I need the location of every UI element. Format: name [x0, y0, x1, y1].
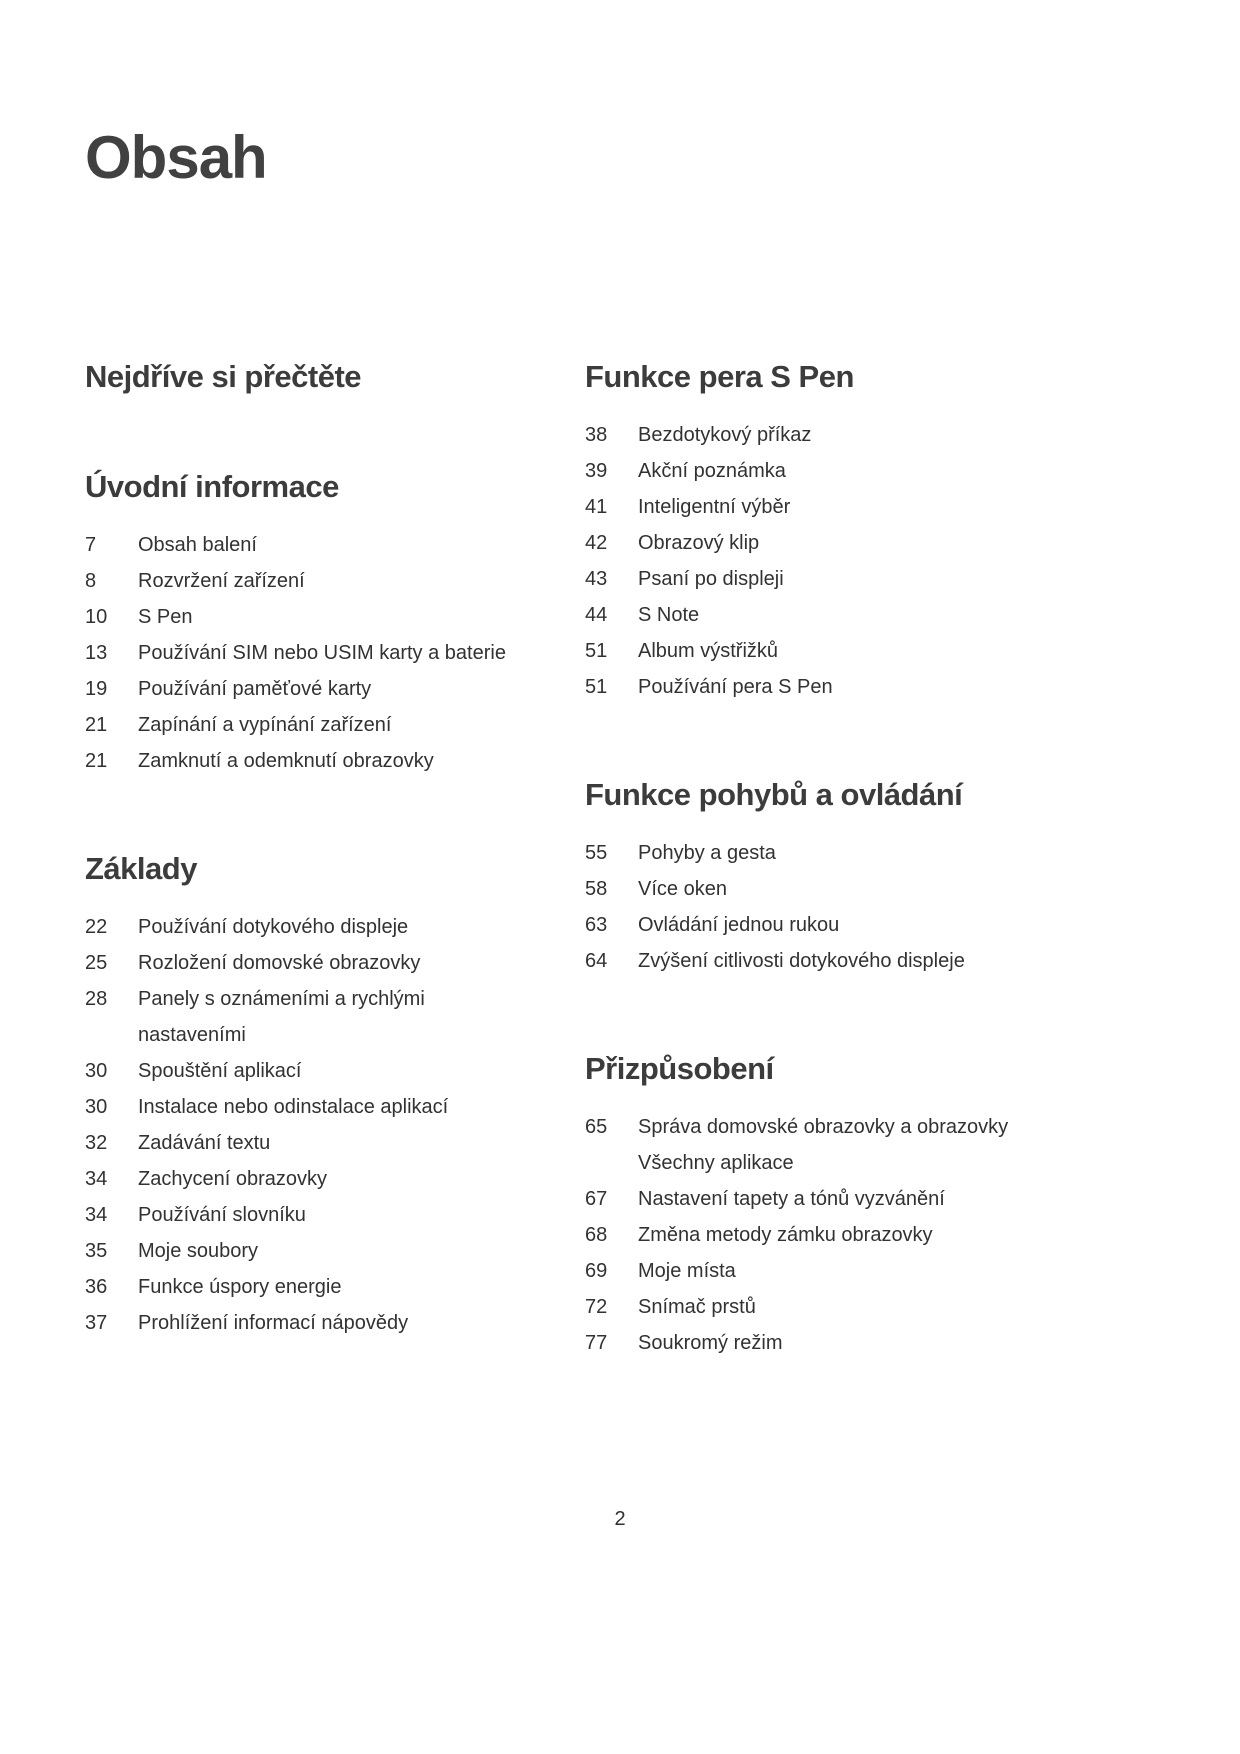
toc-entry — [585, 871, 1045, 907]
entry-label: Prohlížení informací nápovědy — [138, 1312, 409, 1334]
entry-page-number: 67 — [585, 1188, 608, 1210]
entry-page-number: 19 — [85, 678, 108, 700]
toc-entry — [585, 1325, 1045, 1361]
entry-page-number: 13 — [85, 642, 108, 664]
entry-label: Používání dotykového displeje — [138, 916, 409, 938]
entry-page-number: 51 — [585, 640, 608, 662]
toc-entry — [85, 981, 530, 1053]
toc-entry — [585, 1181, 1045, 1217]
toc-columns — [0, 357, 1240, 1431]
entry-label: Ovládání jednou rukou — [638, 914, 840, 936]
entry-label: Funkce úspory energie — [138, 1276, 342, 1298]
toc-entry — [85, 635, 530, 671]
entry-page-number: 37 — [85, 1312, 108, 1334]
toc-entry — [85, 1089, 530, 1125]
toc-section — [85, 467, 530, 779]
entry-label: S Note — [638, 604, 700, 626]
section-heading: Přizpůsobení — [585, 1051, 774, 1086]
toc-entry — [585, 943, 1045, 979]
toc-entry — [585, 525, 1045, 561]
entry-page-number: 35 — [85, 1240, 108, 1262]
entry-page-number: 10 — [85, 606, 108, 628]
toc-entry — [85, 1125, 530, 1161]
entry-page-number: 28 — [85, 988, 108, 1010]
toc-entry — [85, 707, 530, 743]
toc-entry — [585, 453, 1045, 489]
section-heading: Nejdříve si přečtěte — [85, 359, 362, 394]
toc-entry — [585, 417, 1045, 453]
entry-label: Moje místa — [638, 1260, 736, 1282]
toc-section — [585, 775, 1045, 979]
toc-section — [85, 357, 530, 397]
entry-label: Panely s oznámeními a rychlými nastaveními — [138, 988, 425, 1046]
entry-page-number: 34 — [85, 1168, 108, 1190]
toc-column — [85, 357, 530, 1411]
entry-label: Zvýšení citlivosti dotykového displeje — [638, 950, 965, 972]
entry-label: Psaní po displeji — [638, 568, 784, 590]
entry-label: Soukromý režim — [638, 1332, 783, 1354]
entry-page-number: 7 — [85, 534, 97, 556]
entry-page-number: 72 — [585, 1296, 608, 1318]
toc-entry — [585, 489, 1045, 525]
toc-column — [585, 357, 1045, 1431]
entry-label: Změna metody zámku obrazovky — [638, 1224, 933, 1246]
toc-entry — [85, 1269, 530, 1305]
entry-page-number: 43 — [585, 568, 608, 590]
section-heading: Funkce pohybů a ovládání — [585, 777, 963, 812]
toc-entry — [585, 561, 1045, 597]
entry-label: Obrazový klip — [638, 532, 760, 554]
entry-page-number: 38 — [585, 424, 608, 446]
toc-entry — [85, 1197, 530, 1233]
entry-page-number: 44 — [585, 604, 608, 626]
entry-label: Instalace nebo odinstalace aplikací — [138, 1096, 449, 1118]
entry-label: Snímač prstů — [638, 1296, 756, 1318]
entry-page-number: 42 — [585, 532, 608, 554]
entry-page-number: 30 — [85, 1096, 108, 1118]
entry-page-number: 21 — [85, 750, 108, 772]
entry-label: Obsah balení — [138, 534, 257, 556]
toc-entry — [585, 1289, 1045, 1325]
entry-page-number: 8 — [85, 570, 97, 592]
entry-label: Pohyby a gesta — [638, 842, 776, 864]
toc-entry — [85, 945, 530, 981]
toc-section — [585, 357, 1045, 705]
section-heading: Základy — [85, 851, 197, 886]
entry-page-number: 51 — [585, 676, 608, 698]
toc-entry — [585, 1109, 1045, 1181]
page-title: Obsah — [85, 124, 267, 191]
toc-entry — [585, 907, 1045, 943]
toc-entry — [85, 1305, 530, 1341]
page-number: 2 — [614, 1508, 626, 1530]
entry-label: Používání SIM nebo USIM karty a baterie — [138, 642, 506, 664]
toc-section — [85, 849, 530, 1341]
entry-label: Akční poznámka — [638, 460, 786, 482]
entry-page-number: 39 — [585, 460, 608, 482]
entry-page-number: 58 — [585, 878, 608, 900]
entry-page-number: 69 — [585, 1260, 608, 1282]
toc-entry — [85, 599, 530, 635]
toc-entry — [585, 1217, 1045, 1253]
entry-label: Inteligentní výběr — [638, 496, 791, 518]
entry-page-number: 34 — [85, 1204, 108, 1226]
toc-entry — [585, 835, 1045, 871]
entry-label: Bezdotykový příkaz — [638, 424, 812, 446]
entry-page-number: 30 — [85, 1060, 108, 1082]
entry-label: Moje soubory — [138, 1240, 259, 1262]
entry-page-number: 55 — [585, 842, 608, 864]
entry-page-number: 63 — [585, 914, 608, 936]
entry-label: Správa domovské obrazovky a obrazovky Všechny aplikace — [638, 1116, 1009, 1174]
toc-entry — [85, 1161, 530, 1197]
entry-page-number: 22 — [85, 916, 108, 938]
entry-label: Rozvržení zařízení — [138, 570, 305, 592]
entry-label: Zamknutí a odemknutí obrazovky — [138, 750, 434, 772]
entry-page-number: 65 — [585, 1116, 608, 1138]
entry-page-number: 36 — [85, 1276, 108, 1298]
entry-label: Používání slovníku — [138, 1204, 306, 1226]
toc-entry — [85, 671, 530, 707]
entry-page-number: 68 — [585, 1224, 608, 1246]
toc-entry — [85, 1053, 530, 1089]
entry-label: Zapínání a vypínání zařízení — [138, 714, 392, 736]
entry-label: Více oken — [638, 878, 727, 900]
entry-page-number: 25 — [85, 952, 108, 974]
section-heading: Úvodní informace — [85, 469, 339, 504]
entry-label: Spouštění aplikací — [138, 1060, 302, 1082]
entry-label: Zadávání textu — [138, 1132, 271, 1154]
entry-label: Nastavení tapety a tónů vyzvánění — [638, 1188, 945, 1210]
entry-page-number: 41 — [585, 496, 608, 518]
entry-page-number: 77 — [585, 1332, 608, 1354]
toc-entry — [85, 743, 530, 779]
entry-page-number: 21 — [85, 714, 108, 736]
toc-entry — [585, 633, 1045, 669]
entry-label: Používání pera S Pen — [638, 676, 833, 698]
entry-label: Album výstřižků — [638, 640, 779, 662]
toc-entry — [85, 563, 530, 599]
toc-section — [585, 1049, 1045, 1361]
entry-label: Zachycení obrazovky — [138, 1168, 327, 1190]
entry-label: S Pen — [138, 606, 193, 628]
toc-entry — [85, 527, 530, 563]
toc-entry — [85, 1233, 530, 1269]
entry-label: Používání paměťové karty — [138, 678, 372, 700]
entry-label: Rozložení domovské obrazovky — [138, 952, 421, 974]
toc-entry — [85, 909, 530, 945]
toc-entry — [585, 669, 1045, 705]
toc-entry — [585, 597, 1045, 633]
section-heading: Funkce pera S Pen — [585, 359, 854, 394]
toc-entry — [585, 1253, 1045, 1289]
entry-page-number: 32 — [85, 1132, 108, 1154]
entry-page-number: 64 — [585, 950, 608, 972]
